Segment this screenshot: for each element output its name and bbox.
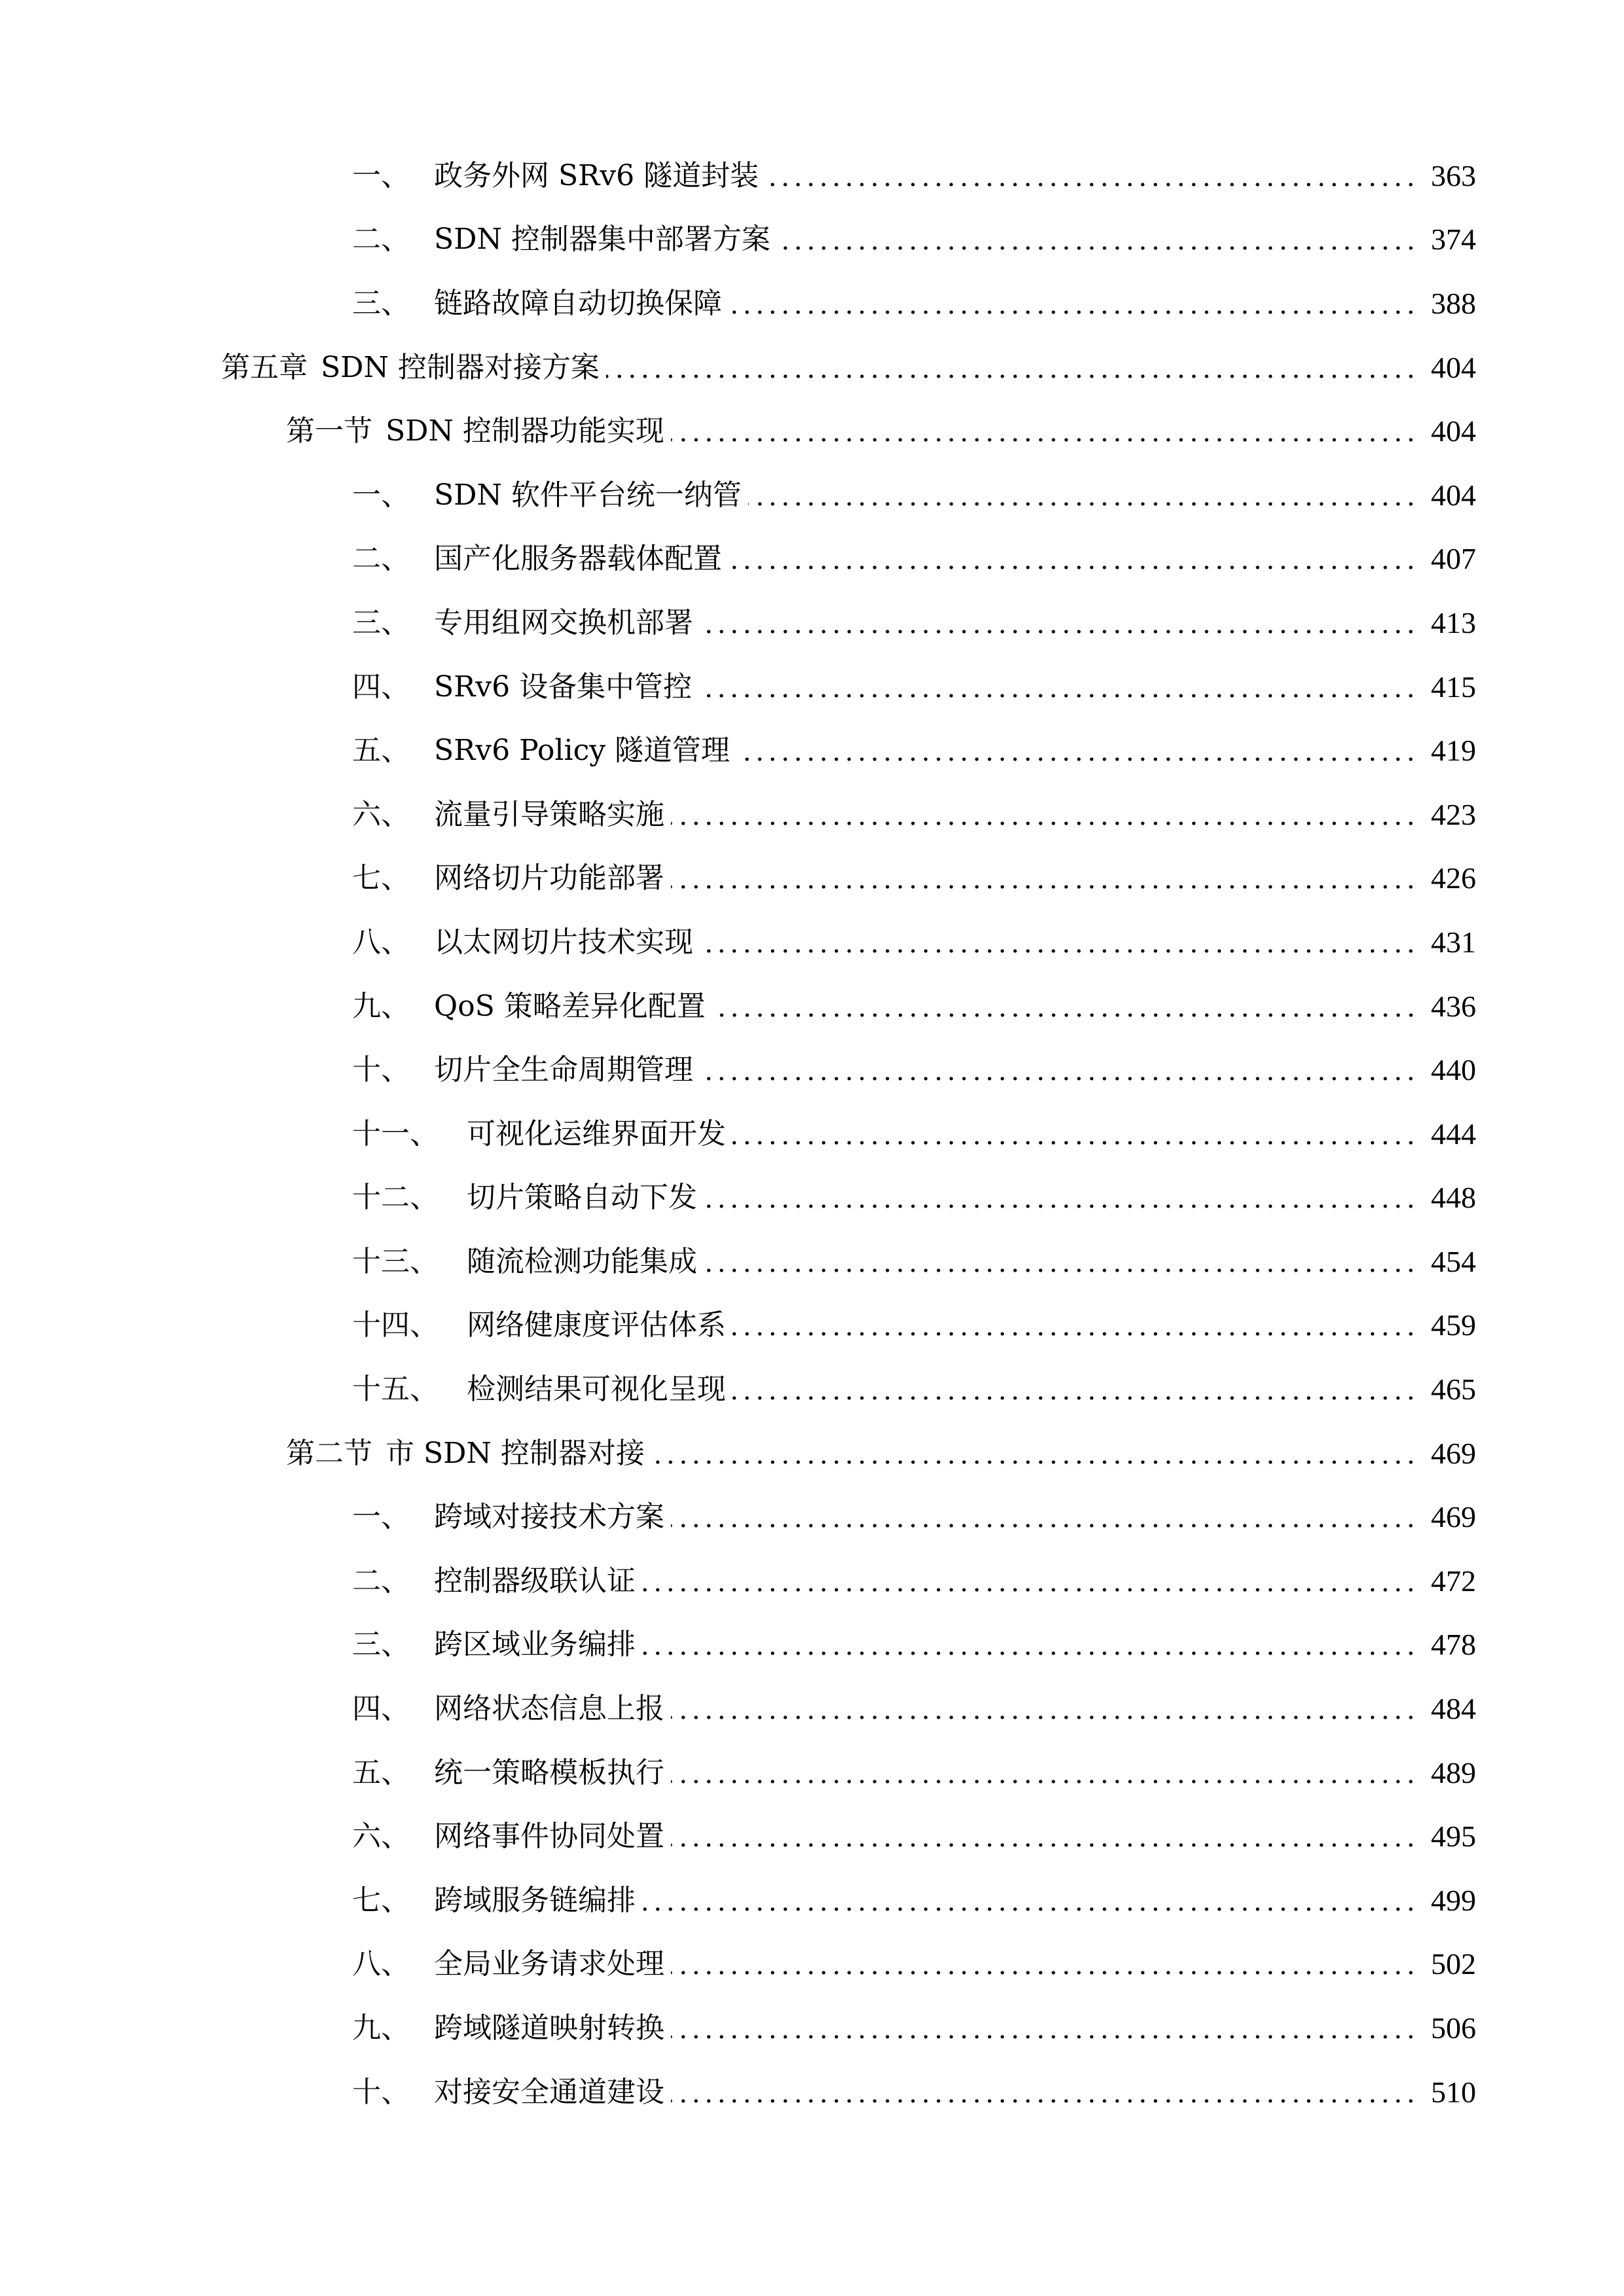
toc-entry[interactable] — [0, 1230, 1624, 1294]
toc-entry-number: 十二、 — [352, 1181, 439, 1215]
toc-entry[interactable] — [0, 975, 1624, 1039]
toc-entry-title: 跨区域业务编排 — [434, 1628, 636, 1662]
toc-entry-number: 三、 — [352, 286, 410, 320]
dot-leader — [671, 1695, 1417, 1723]
dot-leader — [729, 289, 1417, 318]
dot-leader — [671, 1822, 1417, 1851]
toc-entry[interactable] — [0, 272, 1624, 336]
toc-entry-page: 404 — [1431, 350, 1476, 384]
dot-leader — [698, 673, 1417, 702]
toc-entry-title: 统一策略模板执行 — [434, 1755, 664, 1789]
toc-entry-page: 465 — [1431, 1372, 1476, 1407]
dot-leader — [642, 1630, 1417, 1659]
toc-entry-number: 第一节 — [286, 414, 372, 448]
toc-entry-page: 363 — [1431, 158, 1476, 192]
toc-entry[interactable] — [0, 1933, 1624, 1997]
dot-leader — [732, 1375, 1417, 1404]
toc-entry-page: 454 — [1431, 1244, 1476, 1278]
toc-entry-page: 510 — [1431, 2075, 1476, 2109]
toc-entry-page: 499 — [1431, 1883, 1476, 1917]
toc-entry-number: 二、 — [352, 542, 410, 576]
dot-leader — [671, 417, 1417, 446]
dot-leader — [732, 1311, 1417, 1340]
toc-entry[interactable] — [0, 719, 1624, 783]
toc-entry-title: 链路故障自动切换保障 — [434, 286, 722, 320]
toc-entry-title: 对接安全通道建设 — [434, 2075, 664, 2109]
toc-entry-page: 489 — [1431, 1755, 1476, 1789]
toc-entry-page: 374 — [1431, 223, 1476, 257]
dot-leader — [736, 736, 1417, 765]
toc-entry[interactable] — [0, 783, 1624, 847]
dot-leader — [729, 545, 1417, 573]
toc-chapter-entry[interactable] — [0, 336, 1624, 400]
toc-entry-title: 市 SDN 控制器对接 — [386, 1436, 645, 1470]
toc-entry-number: 第五章 — [221, 350, 308, 384]
toc-entry-number: 一、 — [352, 158, 410, 192]
toc-entry-number: 三、 — [352, 605, 410, 639]
toc-entry-page: 407 — [1431, 542, 1476, 576]
toc-entry[interactable] — [0, 1357, 1624, 1422]
toc-entry-page: 423 — [1431, 797, 1476, 831]
toc-entry-number: 四、 — [352, 670, 410, 704]
dot-leader — [671, 2014, 1417, 2043]
toc-entry[interactable] — [0, 1038, 1624, 1102]
toc-entry-number: 四、 — [352, 1692, 410, 1726]
toc-entry-number: 七、 — [352, 1883, 410, 1917]
toc-entry[interactable] — [0, 655, 1624, 719]
toc-entry[interactable] — [0, 1741, 1624, 1805]
toc-entry[interactable] — [0, 1996, 1624, 2060]
toc-entry-page: 415 — [1431, 670, 1476, 704]
dot-leader — [671, 864, 1417, 893]
dot-leader — [671, 1759, 1417, 1787]
toc-entry-page: 436 — [1431, 989, 1476, 1023]
toc-entry[interactable] — [0, 144, 1624, 208]
toc-entry-title: 全局业务请求处理 — [434, 1947, 664, 1981]
toc-entry-number: 二、 — [352, 1564, 410, 1598]
toc-entry-number: 一、 — [352, 1500, 410, 1534]
toc-entry-page: 413 — [1431, 605, 1476, 639]
toc-entry-title: SDN 控制器集中部署方案 — [434, 223, 770, 257]
toc-entry-number: 八、 — [352, 925, 410, 959]
toc-entry-number: 一、 — [352, 478, 410, 512]
toc-entry-title: 网络健康度评估体系 — [467, 1308, 726, 1342]
toc-section-entry[interactable] — [0, 1422, 1624, 1486]
dot-leader — [671, 1503, 1417, 1532]
toc-entry-number: 十、 — [352, 2075, 410, 2109]
toc-entry[interactable] — [0, 1549, 1624, 1613]
toc-entry-title: 专用组网交换机部署 — [434, 605, 693, 639]
toc-entry[interactable] — [0, 1804, 1624, 1869]
toc-entry-page: 469 — [1431, 1500, 1476, 1534]
toc-entry-number: 三、 — [352, 1628, 410, 1662]
dot-leader — [642, 1886, 1417, 1915]
dot-leader — [651, 1439, 1417, 1468]
toc-entry-page: 404 — [1431, 414, 1476, 448]
dot-leader — [606, 353, 1417, 382]
dot-leader — [732, 1120, 1417, 1149]
toc-entry-number: 十一、 — [352, 1117, 439, 1151]
toc-entry-number: 七、 — [352, 861, 410, 895]
toc-entry-number: 九、 — [352, 2011, 410, 2045]
toc-entry-title: QoS 策略差异化配置 — [434, 989, 706, 1023]
toc-entry[interactable] — [0, 528, 1624, 592]
toc-entry-title: 检测结果可视化呈现 — [467, 1372, 726, 1407]
toc-entry-title: 政务外网 SRv6 隧道封装 — [434, 158, 759, 192]
toc-entry-number: 十三、 — [352, 1244, 439, 1278]
toc-entry[interactable] — [0, 1102, 1624, 1166]
dot-leader — [704, 1183, 1417, 1212]
toc-entry-page: 506 — [1431, 2011, 1476, 2045]
toc-entry-number: 十四、 — [352, 1308, 439, 1342]
toc-entry-number: 五、 — [352, 1755, 410, 1789]
toc-entry-page: 426 — [1431, 861, 1476, 895]
toc-entry[interactable] — [0, 2060, 1624, 2125]
toc-entry-title: 网络切片功能部署 — [434, 861, 664, 895]
toc-entry-page: 431 — [1431, 925, 1476, 959]
toc-entry-number: 六、 — [352, 797, 410, 831]
toc-entry-page: 472 — [1431, 1564, 1476, 1598]
toc-entry-title: 随流检测功能集成 — [467, 1244, 697, 1278]
toc-entry[interactable] — [0, 463, 1624, 528]
toc-entry-title: 切片全生命周期管理 — [434, 1053, 693, 1087]
toc-entry-title: 可视化运维界面开发 — [467, 1117, 726, 1151]
toc-entry-number: 十五、 — [352, 1372, 439, 1407]
toc-entry-number: 八、 — [352, 1947, 410, 1981]
toc-entry-title: 网络状态信息上报 — [434, 1692, 664, 1726]
toc-entry[interactable] — [0, 1677, 1624, 1741]
toc-entry-number: 九、 — [352, 989, 410, 1023]
toc-entry-page: 459 — [1431, 1308, 1476, 1342]
toc-entry[interactable] — [0, 1613, 1624, 1677]
toc-entry-page: 448 — [1431, 1181, 1476, 1215]
toc-entry[interactable] — [0, 1869, 1624, 1933]
dot-leader — [671, 2078, 1417, 2107]
toc-entry-number: 第二节 — [286, 1436, 372, 1470]
toc-entry-title: 跨域服务链编排 — [434, 1883, 636, 1917]
table-of-contents — [0, 144, 1624, 2124]
toc-entry-page: 419 — [1431, 734, 1476, 768]
dot-leader — [671, 1950, 1417, 1979]
toc-entry-page: 388 — [1431, 286, 1476, 320]
toc-entry-page: 404 — [1431, 478, 1476, 512]
toc-entry-number: 五、 — [352, 734, 410, 768]
toc-entry-page: 502 — [1431, 1947, 1476, 1981]
toc-entry-title: 跨域隧道映射转换 — [434, 2011, 664, 2045]
toc-entry-title: SDN 控制器功能实现 — [386, 414, 664, 448]
toc-entry[interactable] — [0, 1485, 1624, 1549]
toc-entry-title: 网络事件协同处置 — [434, 1820, 664, 1854]
dot-leader — [671, 800, 1417, 829]
dot-leader — [700, 928, 1417, 957]
toc-entry-title: SRv6 设备集中管控 — [434, 670, 693, 704]
toc-entry-page: 495 — [1431, 1820, 1476, 1854]
toc-entry-title: 流量引导策略实施 — [434, 797, 664, 831]
toc-entry-title: SDN 软件平台统一纳管 — [434, 478, 742, 512]
toc-entry-page: 469 — [1431, 1436, 1476, 1470]
toc-section-entry[interactable] — [0, 399, 1624, 463]
dot-leader — [777, 225, 1417, 254]
toc-entry-title: 以太网切片技术实现 — [434, 925, 693, 959]
toc-entry-title: 控制器级联认证 — [434, 1564, 636, 1598]
toc-entry[interactable] — [0, 208, 1624, 272]
toc-entry-page: 444 — [1431, 1117, 1476, 1151]
toc-entry-page: 440 — [1431, 1053, 1476, 1087]
toc-entry-title: 切片策略自动下发 — [467, 1181, 697, 1215]
dot-leader — [642, 1567, 1417, 1596]
dot-leader — [765, 162, 1417, 190]
toc-entry-number: 十、 — [352, 1053, 410, 1087]
toc-entry[interactable] — [0, 1294, 1624, 1358]
toc-entry-page: 484 — [1431, 1692, 1476, 1726]
toc-entry[interactable] — [0, 1166, 1624, 1230]
dot-leader — [712, 992, 1417, 1021]
toc-entry-title: SRv6 Policy 隧道管理 — [434, 734, 731, 768]
toc-entry-number: 二、 — [352, 223, 410, 257]
dot-leader — [700, 609, 1417, 637]
dot-leader — [748, 481, 1417, 510]
toc-entry-title: 国产化服务器载体配置 — [434, 542, 722, 576]
toc-entry-title: SDN 控制器对接方案 — [321, 350, 600, 384]
toc-entry[interactable] — [0, 847, 1624, 911]
dot-leader — [704, 1247, 1417, 1276]
toc-entry-title: 跨域对接技术方案 — [434, 1500, 664, 1534]
toc-entry-number: 六、 — [352, 1820, 410, 1854]
dot-leader — [700, 1056, 1417, 1085]
toc-entry-page: 478 — [1431, 1628, 1476, 1662]
toc-entry[interactable] — [0, 910, 1624, 975]
toc-entry[interactable] — [0, 591, 1624, 655]
